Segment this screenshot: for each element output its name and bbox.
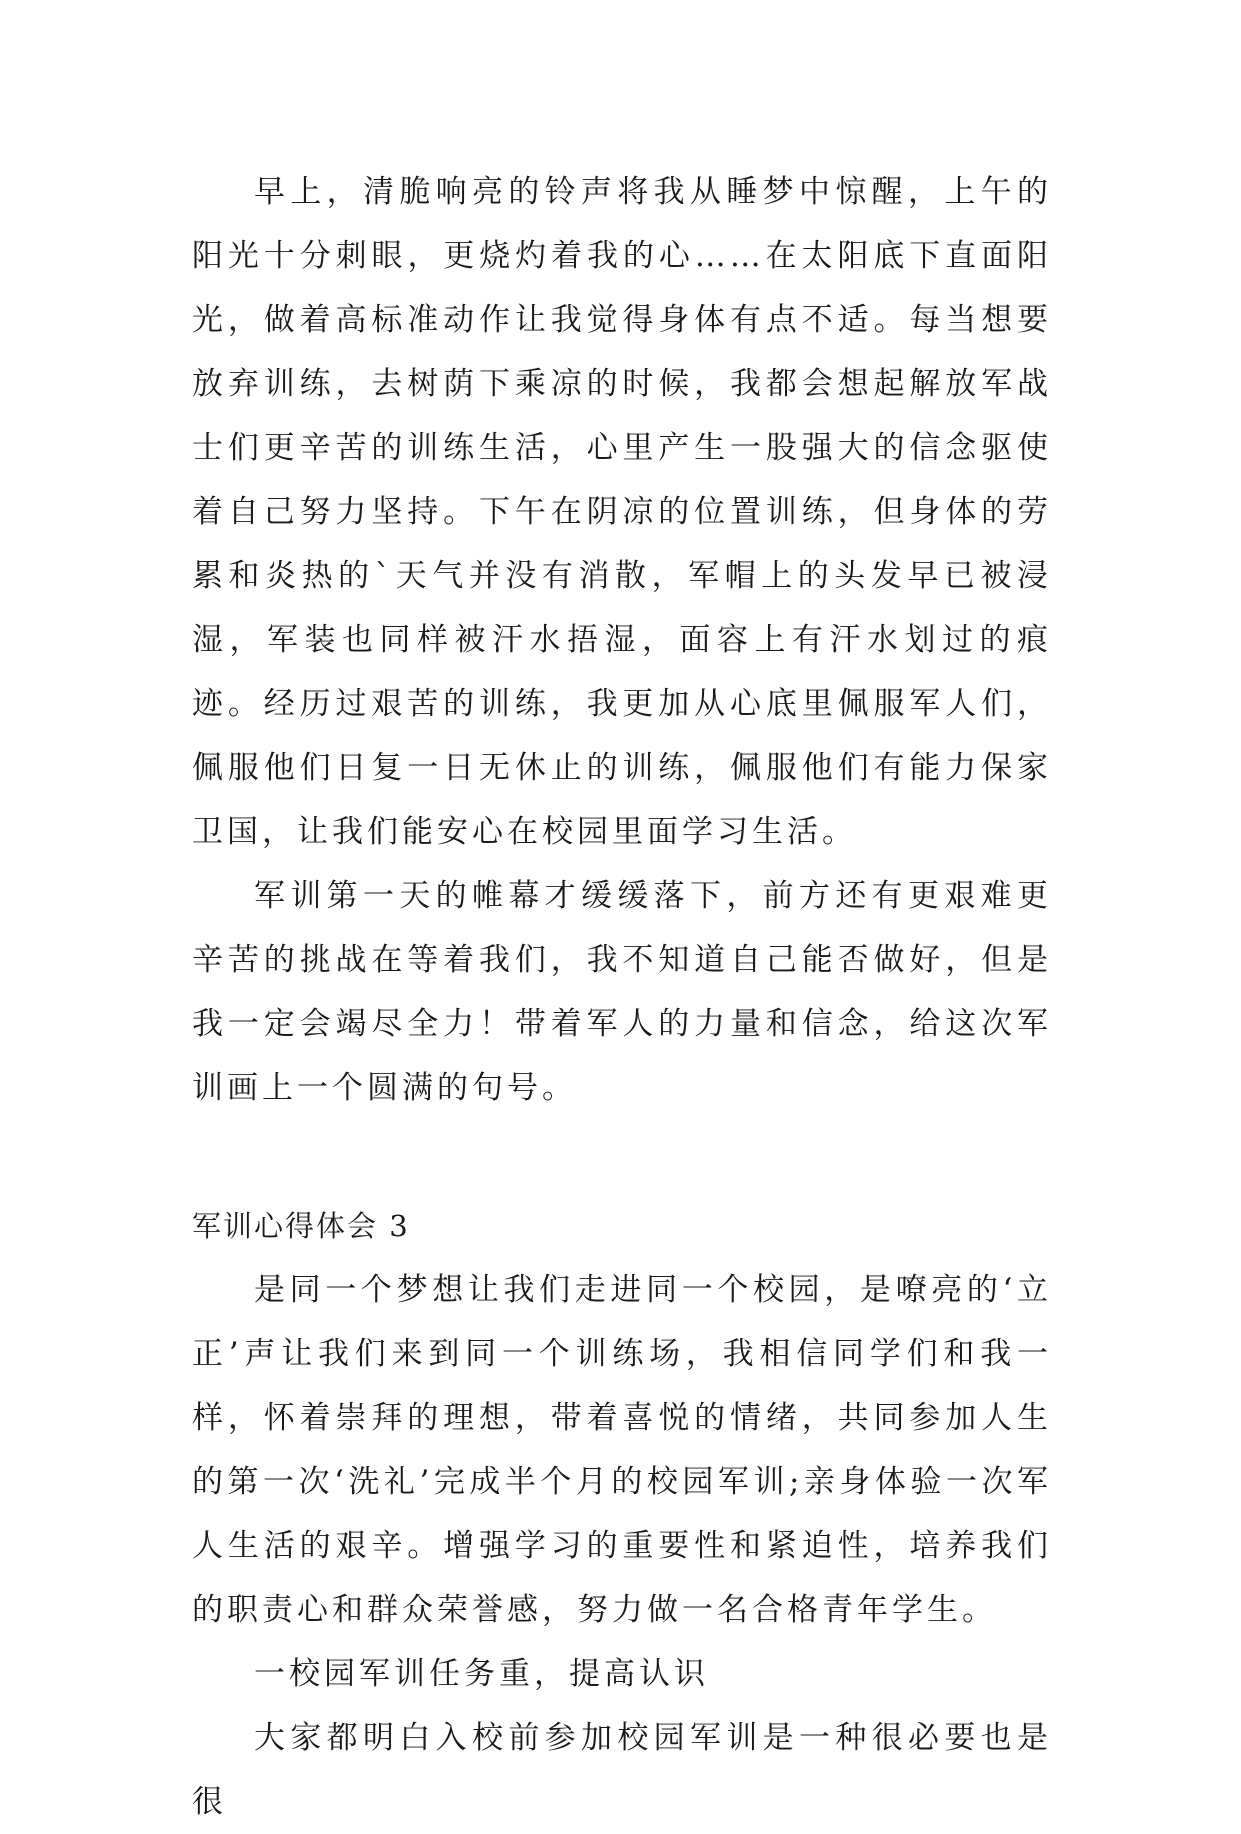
paragraph-same-dream: 是同一个梦想让我们走进同一个校园，是嘹亮的‘立正’声让我们来到同一个训练场，我相信同学们和我一样，怀着崇拜的理想，带着喜悦的情绪，共同参加人生的第一次‘洗礼’完成半个月的校园军训;亲身体验一次军人生活的艰辛。增强学习的重要性和紧迫性，培养我们的职责心和群众荣誉感，努力做一名合格青年学生。 — [192, 1272, 1052, 1628]
subheading-task: 一校园军训任务重，提高认识 — [254, 1656, 709, 1692]
paragraph-morning-training: 早上，清脆响亮的铃声将我从睡梦中惊醒，上午的阳光十分刺眼，更烧灼着我的心……在太阳底下直面阳光，做着高标准动作让我觉得身体有点不适。每当想要放弃训练，去树荫下乘凉的时候，我都会想起解放军战士们更辛苦的训练生活，心里产生一股强大的信念驱使着自己努力坚持。下午在阴凉的位置训练，但身体的劳累和炎热的`天气并没有消散，军帽上的头发早已被浸湿，军装也同样被汗水捂湿，面容上有汗水划过的痕迹。经历过艰苦的训练，我更加从心底里佩服军人们，佩服他们日复一日无休止的训练，佩服他们有能力保家卫国，让我们能安心在校园里面学习生活。 — [192, 174, 1052, 850]
paragraph-everyone-knows: 大家都明白入校前参加校园军训是一种很必要也是很 — [192, 1720, 1052, 1820]
section-heading: 军训心得体会 3 — [192, 1209, 410, 1243]
paragraph-first-day-end: 军训第一天的帷幕才缓缓落下，前方还有更艰难更辛苦的挑战在等着我们，我不知道自己能否做好，但是我一定会竭尽全力！带着军人的力量和信念，给这次军训画上一个圆满的句号。 — [192, 878, 1052, 1106]
document-page — [192, 160, 1052, 1834]
